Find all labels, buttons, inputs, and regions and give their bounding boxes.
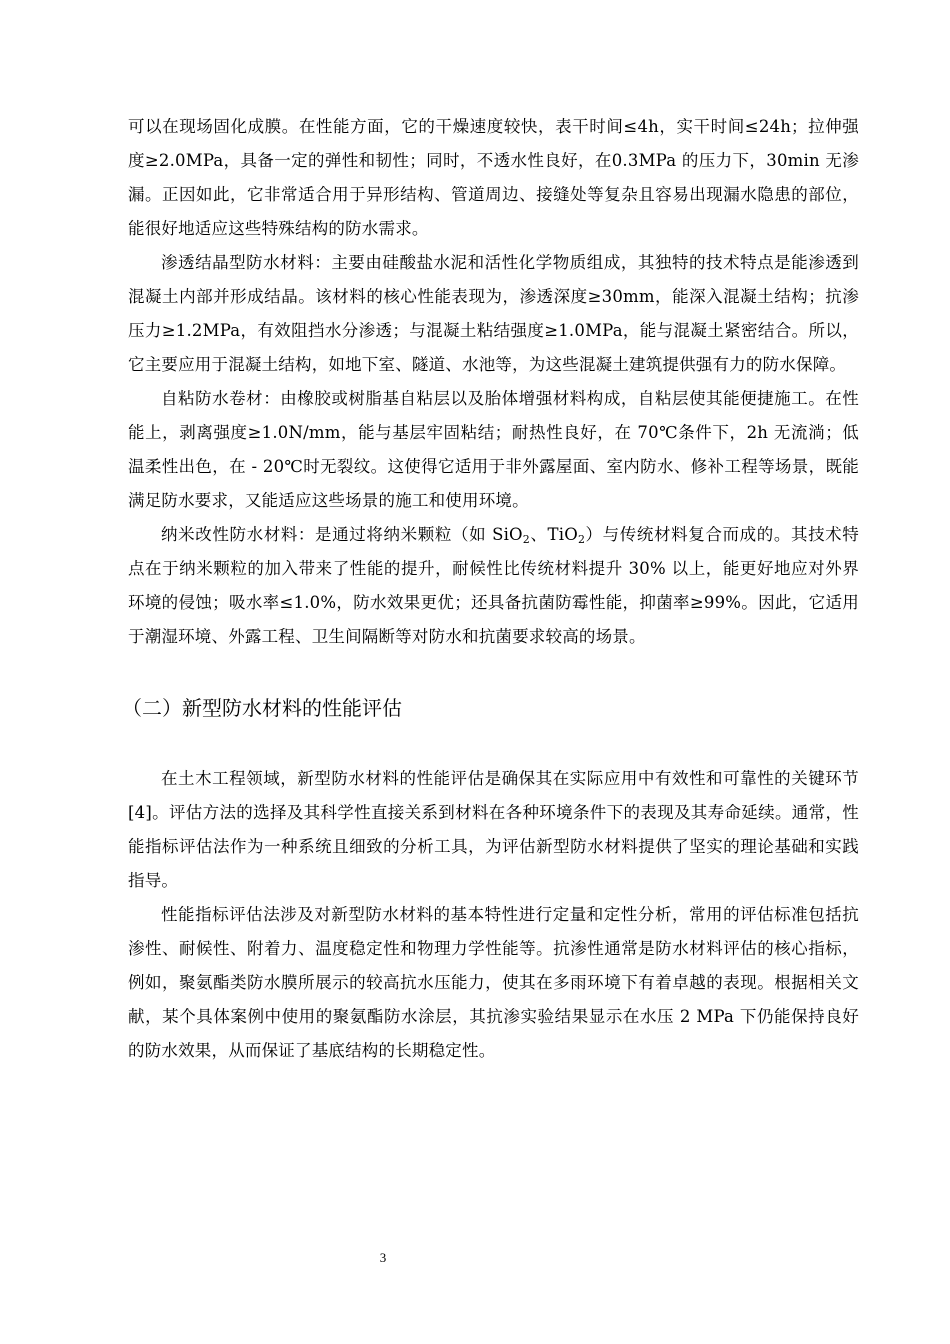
- paragraph-coating-continued: 可以在现场固化成膜。在性能方面，它的干燥速度较快，表干时间≤4h，实干时间≤24h；拉伸强度≥2.0MPa，具备一定的弹性和韧性；同时，不透水性良好，在0.3MPa 的压力下，30min 无渗漏。正因如此，它非常适合用于异形结构、管道周边、接缝处等复杂且容易出现漏水隐患的部位，能很好地适应这些特殊结构的防水需求。: [128, 117, 859, 238]
- nano-subscript-2: 2: [577, 533, 586, 546]
- paragraph-performance-index-method: 性能指标评估法涉及对新型防水材料的基本特性进行定量和定性分析，常用的评估标准包括抗渗性、耐候性、附着力、温度稳定性和物理力学性能等。抗渗性通常是防水材料评估的核心指标，例如，聚氨酯类防水膜所展示的较高抗水压能力，使其在多雨环境下有着卓越的表现。根据相关文献，某个具体案例中使用的聚氨酯防水涂层，其抗渗实验结果显示在水压 2 MPa 下仍能保持良好的防水效果，从而保证了基底结构的长期稳定性。: [128, 905, 859, 1060]
- paragraph-crystalline-material: 渗透结晶型防水材料：主要由硅酸盐水泥和活性化学物质组成，其独特的技术特点是能渗透到混凝土内部并形成结晶。该材料的核心性能表现为，渗透深度≥30mm，能深入混凝土结构；抗渗压力≥1.2MPa，有效阻挡水分渗透；与混凝土粘结强度≥1.0MPa，能与混凝土紧密结合。所以，它主要应用于混凝土结构，如地下室、隧道、水池等，为这些混凝土建筑提供强有力的防水保障。: [128, 253, 859, 374]
- page-body: [122, 110, 859, 1068]
- nano-text-after: ）与传统材料复合而成的。其技术特点在于纳米颗粒的加入带来了性能的提升，耐候性比传统材料提升 30% 以上，能更好地应对外界环境的侵蚀；吸水率≤1.0%，防水效果更优；还具备抗菌防霉性能，抑菌率≥99%。因此，它适用于潮湿环境、外露工程、卫生间隔断等对防水和抗菌要求较高的场景。: [128, 525, 859, 646]
- paragraph-self-adhesive-membrane: 自粘防水卷材：由橡胶或树脂基自粘层以及胎体增强材料构成，自粘层使其能便捷施工。在性能上，剥离强度≥1.0N/mm，能与基层牢固粘结；耐热性良好，在 70℃条件下，2h 无流淌；低温柔性出色，在 - 20℃时无裂纹。这使得它适用于非外露屋面、室内防水、修补工程等场景，既能满足防水要求，又能适应这些场景的施工和使用环境。: [128, 389, 859, 510]
- page-number: 3: [379, 1250, 387, 1265]
- nano-subscript-1: 2: [522, 533, 530, 546]
- nano-text-before: 纳米改性防水材料：是通过将纳米颗粒（如 SiO: [161, 525, 523, 544]
- nano-text-between: 、TiO: [529, 525, 578, 544]
- paragraph-nano-modified-material: [128, 518, 859, 654]
- section-heading: （二）新型防水材料的性能评估: [122, 696, 402, 720]
- paragraph-evaluation-intro: 在土木工程领域，新型防水材料的性能评估是确保其在实际应用中有效性和可靠性的关键环节[4]。评估方法的选择及其科学性直接关系到材料在各种环境条件下的表现及其寿命延续。通常，性能指标评估法作为一种系统且细致的分析工具，为评估新型防水材料提供了坚实的理论基础和实践指导。: [128, 769, 859, 890]
